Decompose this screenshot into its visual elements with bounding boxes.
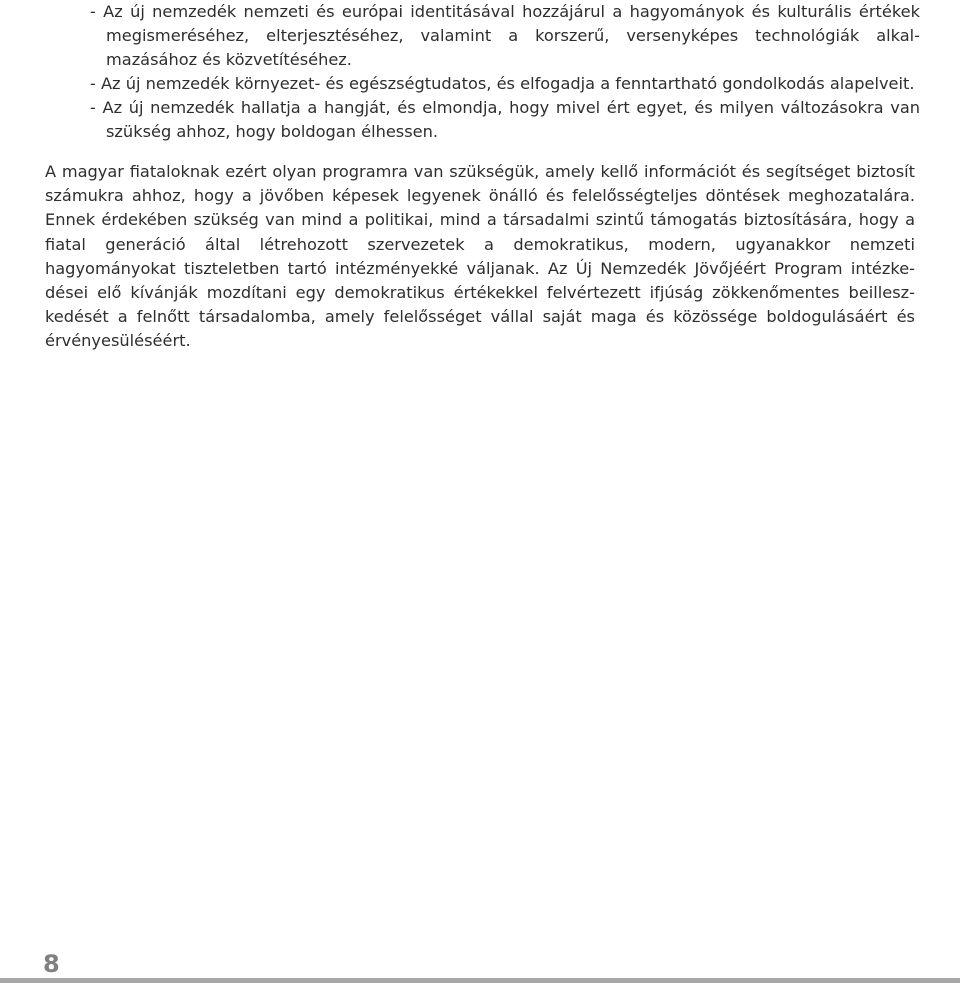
bullet-item-1 bbox=[90, 0, 920, 72]
bullet-text-2: - Az új nemzedék környezet- és egészségtudatos, és elfogadja a fenntartható gondolkodás alapelveit. bbox=[90, 74, 915, 93]
body-paragraph: A magyar fiataloknak ezért olyan programra van szükségük, amely kellő információt és segítséget biztosít számukra ahhoz, hogy a jövőben képesek legyenek önálló és felelősségteljes döntések meghozatalára. Ennek érdekében szükség van mind a politikai, mind a társadalmi szintű támogatás biztosítására, hogy a fiatal generáció által létrehozott szervezetek a demokratikus, modern, ugyanakkor nemzeti hagyományokat tiszteletben tartó intézményekké váljanak. Az Új Nemzedék Jövőjéért Program intézkedései elő kívánják mozdítani egy demokratikus értékekkel felvértezett ifjúság zökkenőmentes beilleszkedését a felnőtt társadalomba, amely felelősséget vállal saját maga és közössége boldogulásáért és érvényesüléséért. bbox=[45, 162, 915, 351]
bullet-item-2 bbox=[90, 72, 920, 96]
bullet-text-3: - Az új nemzedék hallatja a hangját, és elmondja, hogy mivel ért egyet, és milyen változásokra van szükség ahhoz, hogy boldogan élhessen. bbox=[90, 98, 920, 141]
page-number: 8 bbox=[43, 950, 60, 978]
bullet-text-1: - Az új nemzedék nemzeti és európai identitásával hozzájárul a hagyományok és kulturális értékek megismeréséhez, elterjesztéséhez, valamint a korszerű, versenyképes technológiák alkalmazásához és közvetítéséhez. bbox=[90, 2, 920, 69]
footer-rule bbox=[0, 978, 960, 983]
bullet-list bbox=[90, 0, 920, 144]
bullet-item-3 bbox=[90, 96, 920, 144]
